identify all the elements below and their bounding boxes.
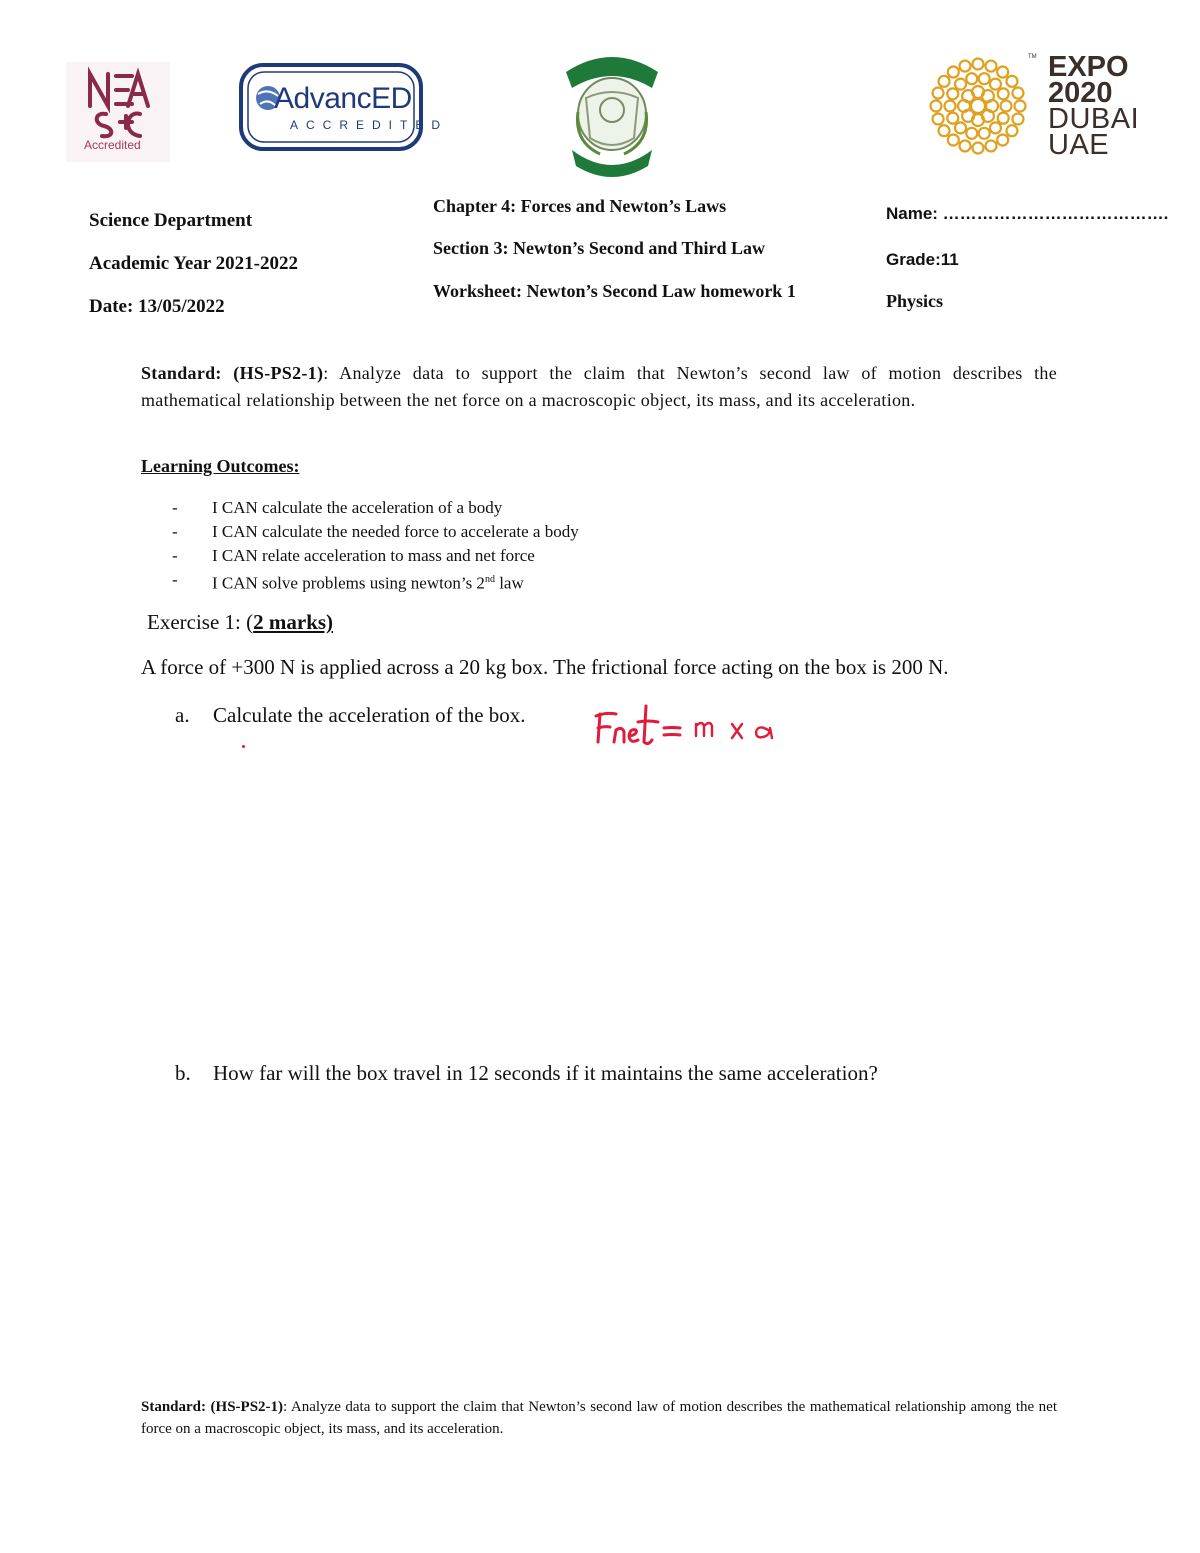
expo-year: 2020 <box>1048 77 1113 109</box>
chapter-title: Chapter 4: Forces and Newton’s Laws <box>433 196 727 216</box>
question-a-label: a. <box>175 703 190 727</box>
expo-ring <box>979 128 990 139</box>
expo-ring <box>998 113 1009 124</box>
expo-ring <box>960 61 971 72</box>
expo-ring <box>1012 113 1023 124</box>
standard-text: : Analyze data to support the claim that Newton’s second law of motion describes the mathematical relationship between the net force on a macroscopic object, its mass, and its acceleration. <box>141 363 1058 410</box>
expo-ring <box>939 125 950 136</box>
problem-statement: A force of +300 N is applied across a 20 kg box. The frictional force acting on the box is 200 N. <box>141 655 949 679</box>
advanced-name: AdvancED <box>274 82 412 115</box>
expo-ring <box>947 113 958 124</box>
expo-ring <box>990 122 1001 133</box>
footer-standard-label: Standard: (HS-PS2-1) <box>141 1399 284 1415</box>
expo-ring <box>997 134 1008 145</box>
expo-ring <box>990 79 1001 90</box>
subject-label: Physics <box>886 291 944 311</box>
advanced-accredited: ACCREDITED <box>290 118 449 132</box>
expo-country: UAE <box>1048 129 1110 161</box>
question-b-text: How far will the box travel in 12 seconds if it maintains the same acceleration? <box>213 1061 878 1085</box>
standard-paragraph <box>141 360 1057 414</box>
red-mark-dot <box>242 745 245 748</box>
expo-ring <box>933 88 944 99</box>
list-item: - I CAN relate acceleration to mass and net force <box>172 546 535 565</box>
worksheet-title: Worksheet: Newton’s Second Law homework 1 <box>433 281 796 301</box>
expo-ring <box>973 143 984 154</box>
expo-word: EXPO <box>1048 51 1129 83</box>
expo-city: DUBAI <box>1048 103 1140 135</box>
expo-ring <box>947 88 958 99</box>
expo-ring <box>945 101 956 112</box>
question-b-label: b. <box>175 1061 191 1085</box>
exercise-marks: 2 marks) <box>253 610 334 634</box>
expo-ring <box>1012 88 1023 99</box>
name-field[interactable]: Name: …………………………………. <box>886 204 1169 223</box>
exercise-title: Exercise 1: (2 marks) <box>147 610 334 634</box>
expo-ring <box>997 67 1008 78</box>
handwritten-formula <box>592 702 802 762</box>
academic-year: Academic Year 2021-2022 <box>89 253 298 274</box>
question-a-text: Calculate the acceleration of the box. <box>213 703 526 727</box>
expo-ring <box>960 140 971 151</box>
expo-ring <box>966 128 977 139</box>
expo-ring <box>1015 101 1026 112</box>
question-a <box>175 703 526 728</box>
expo-ring <box>973 59 984 70</box>
list-item: - I CAN solve problems using newton’s 2nd law <box>172 570 524 593</box>
footer-standard-text: : Analyze data to support the claim that Newton’s second law of motion describes the mathematical relationship among the net force on a macroscopic object, its mass, and its acceleration. <box>141 1399 1057 1437</box>
school-crest-logo <box>560 42 664 180</box>
standard-label: Standard: (HS-PS2-1) <box>141 363 324 383</box>
expo-ring <box>933 113 944 124</box>
neasc-accredited-text: Accredited <box>84 138 141 152</box>
expo-ring <box>939 76 950 87</box>
date-label: Date: 13/05/2022 <box>89 296 225 317</box>
expo-ring <box>979 73 990 84</box>
expo-ring <box>955 122 966 133</box>
advanced-logo <box>238 62 449 152</box>
expo-ring <box>1006 76 1017 87</box>
section-title: Section 3: Newton’s Second and Third Law <box>433 238 766 258</box>
question-b <box>175 1061 878 1086</box>
neasc-logo <box>66 62 170 162</box>
expo-ring <box>966 73 977 84</box>
expo-2020-logo: TM EXPO 2020 DUBAI UAE <box>920 50 1144 162</box>
expo-ring <box>985 140 996 151</box>
footer-standard <box>141 1396 1057 1440</box>
expo-ring <box>1006 125 1017 136</box>
list-item: - I CAN calculate the needed force to accelerate a body <box>172 522 579 541</box>
grade-label: Grade:11 <box>886 250 959 269</box>
expo-ring <box>931 101 942 112</box>
expo-ring <box>948 67 959 78</box>
expo-ring <box>985 61 996 72</box>
expo-ring <box>998 88 1009 99</box>
learning-outcomes-title: Learning Outcomes: <box>141 456 300 476</box>
department-label: Science Department <box>89 210 253 231</box>
expo-ring <box>948 134 959 145</box>
list-item: - I CAN calculate the acceleration of a body <box>172 498 503 517</box>
expo-ring <box>955 79 966 90</box>
learning-outcomes-list <box>172 496 579 592</box>
expo-ring <box>1001 101 1012 112</box>
